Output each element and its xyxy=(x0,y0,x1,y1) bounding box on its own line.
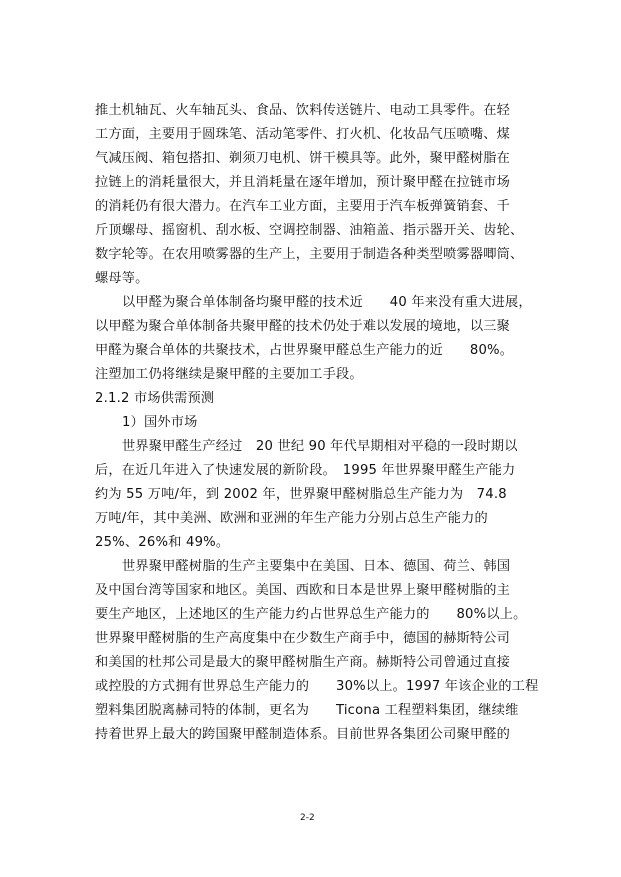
text-line: 以甲醛为聚合单体制备均聚甲醛的技术近 40 年来没有重大进展， xyxy=(122,295,532,310)
text-line: 约为 55 万吨/年，到 2002 年，世界聚甲醛树脂总生产能力为 74.8 xyxy=(95,487,507,502)
text-line: 世界聚甲醛树脂的生产高度集中在少数生产商手中，德国的赫斯特公司 xyxy=(95,631,511,646)
text-line: 的消耗仍有很大潜力。在汽车工业方面，主要用于汽车板弹簧销套、千 xyxy=(95,199,511,214)
text-line: 斤顶螺母、摇窗机、刮水板、空调控制器、油箱盖、指示器开关、齿轮、 xyxy=(95,223,524,238)
text-line: 要生产地区，上述地区的生产能力约占世界总生产能力的 80%以上。 xyxy=(95,607,527,622)
text-line: 及中国台湾等国家和地区。美国、西欧和日本是世界上聚甲醛树脂的主 xyxy=(95,583,511,598)
text-line: 25%、26%和 49%。 xyxy=(95,535,230,550)
text-line: 1）国外市场 xyxy=(122,415,198,430)
text-line: 世界聚甲醛生产经过 20 世纪 90 年代早期相对平稳的一段时期以 xyxy=(122,439,518,454)
text-line: 甲醛为聚合单体的共聚技术，占世界聚甲醛总生产能力的近 80%。 xyxy=(95,343,514,358)
text-line: 持着世界上最大的跨国聚甲醛制造体系。目前世界各集团公司聚甲醛的 xyxy=(95,727,511,742)
text-line: 或控股的方式拥有世界总生产能力的 30%以上。1997 年该企业的工程 xyxy=(95,679,539,694)
text-line: 注塑加工仍将继续是聚甲醛的主要加工手段。 xyxy=(95,367,363,382)
text-line: 推土机轴瓦、火车轴瓦头、食品、饮料传送链片、电动工具零件。在轻 xyxy=(95,103,511,118)
text-line: 拉链上的消耗量很大，并且消耗量在逐年增加，预计聚甲醛在拉链市场 xyxy=(95,175,511,190)
text-line: 塑料集团脱离赫司特的体制，更名为 Ticona 工程塑料集团，继续维 xyxy=(95,703,519,718)
text-line: 螺母等。 xyxy=(95,271,149,286)
page-number: 2-2 xyxy=(300,813,315,823)
text-line: 2.1.2 市场供需预测 xyxy=(95,391,215,406)
text-line: 万吨/年，其中美洲、欧洲和亚洲的年生产能力分别占总生产能力的 xyxy=(95,511,488,526)
text-line: 以甲醛为聚合单体制备共聚甲醛的技术仍处于难以发展的境地，以三聚 xyxy=(95,319,511,334)
text-line: 气减压阀、箱包搭扣、剃须刀电机、饼干模具等。此外，聚甲醛树脂在 xyxy=(95,151,511,166)
text-line: 和美国的杜邦公司是最大的聚甲醛树脂生产商。赫斯特公司曾通过直接 xyxy=(95,655,511,670)
text-line: 世界聚甲醛树脂的生产主要集中在美国、日本、德国、荷兰、韩国 xyxy=(122,559,511,574)
text-line: 数字轮等。在农用喷雾器的生产上，主要用于制造各种类型喷雾器唧筒、 xyxy=(95,247,524,262)
text-line: 后，在近几年进入了快速发展的新阶段。 1995 年世界聚甲醛生产能力 xyxy=(95,463,516,478)
text-line: 工方面，主要用于圆珠笔、活动笔零件、打火机、化妆品气压喷嘴、煤 xyxy=(95,127,511,142)
